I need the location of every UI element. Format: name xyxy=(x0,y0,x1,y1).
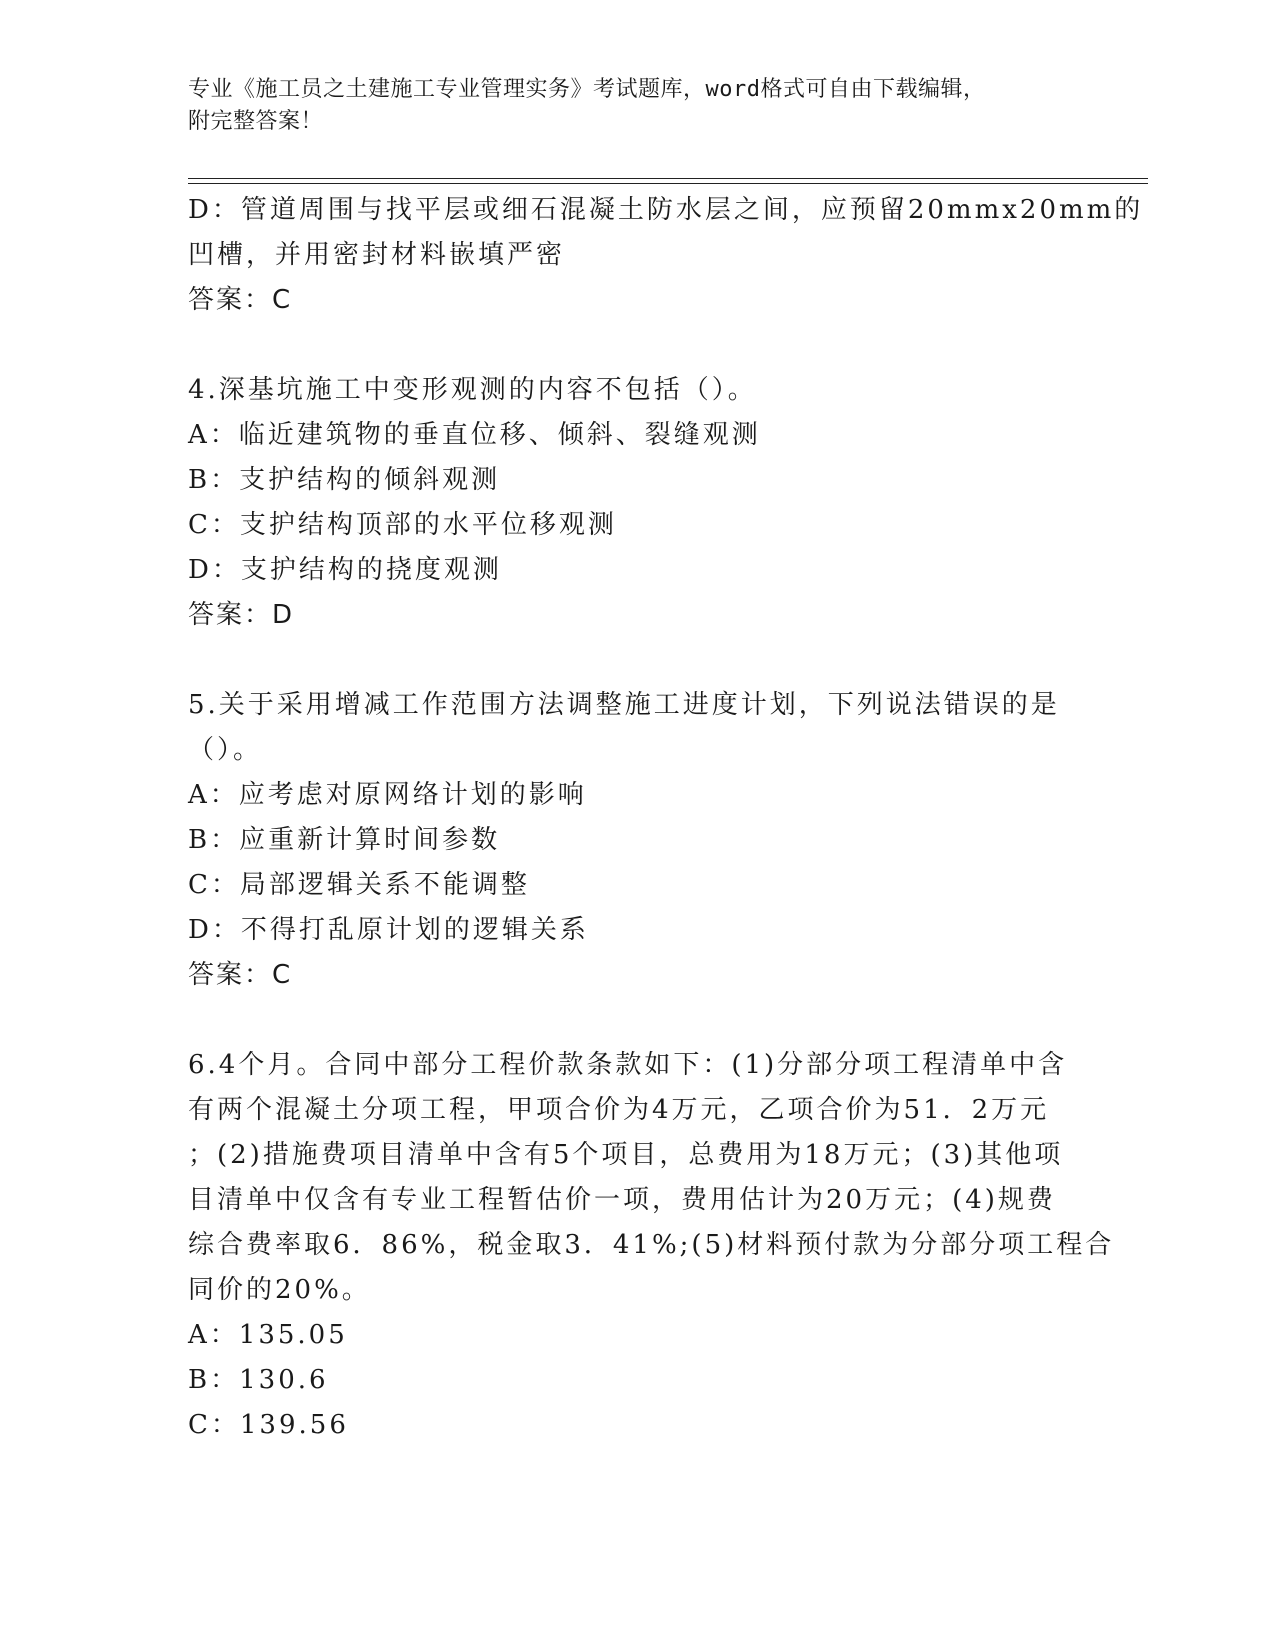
answer: 答案：D xyxy=(188,600,295,630)
question-content xyxy=(188,188,1144,1448)
spacer xyxy=(188,998,1088,1043)
question-stem-line-4: 目清单中仅含有专业工程暂估价一项，费用估计为20万元；(4)规费 xyxy=(188,1185,1056,1215)
option-d-line-1: D：管道周围与找平层或细石混凝土防水层之间，应预留20mmx20mm的 xyxy=(188,195,1144,225)
question-stem-line-1: 5.关于采用增减工作范围方法调整施工进度计划，下列说法错误的是 xyxy=(188,690,1060,720)
option-a: A：应考虑对原网络计划的影响 xyxy=(188,780,587,810)
header-line-2: 附完整答案！ xyxy=(188,109,324,134)
option-c: C：支护结构顶部的水平位移观测 xyxy=(188,510,617,540)
spacer xyxy=(188,323,1088,368)
option-b: B：130.6 xyxy=(188,1365,329,1395)
option-c: C：局部逻辑关系不能调整 xyxy=(188,870,530,900)
question-stem-line-3: ；(2)措施费项目清单中含有5个项目，总费用为18万元；(3)其他项 xyxy=(188,1140,1064,1170)
answer-q3: 答案：C xyxy=(188,285,293,315)
question-stem-line-2: （）。 xyxy=(188,735,263,765)
header-divider-bottom xyxy=(188,183,1148,184)
question-stem-line-2: 有两个混凝土分项工程，甲项合价为4万元，乙项合价为51．2万元 xyxy=(188,1095,1050,1125)
option-d: D：支护结构的挠度观测 xyxy=(188,555,502,585)
option-b: B：应重新计算时间参数 xyxy=(188,825,501,855)
option-d: D：不得打乱原计划的逻辑关系 xyxy=(188,915,589,945)
option-d-line-2: 凹槽，并用密封材料嵌填严密 xyxy=(188,240,566,270)
header-line-1: 专业《施工员之土建施工专业管理实务》考试题库，word格式可自由下载编辑， xyxy=(188,77,986,102)
question-4 xyxy=(188,368,1088,638)
question-5 xyxy=(188,683,1088,998)
answer: 答案：C xyxy=(188,960,293,990)
question-stem-line-6: 同价的20%。 xyxy=(188,1275,371,1305)
question-stem: 4.深基坑施工中变形观测的内容不包括（）。 xyxy=(188,375,757,405)
header-divider-top xyxy=(188,178,1148,179)
question-6 xyxy=(188,1043,1115,1448)
option-a: A：135.05 xyxy=(188,1320,348,1350)
option-a: A：临近建筑物的垂直位移、倾斜、裂缝观测 xyxy=(188,420,761,450)
spacer xyxy=(188,638,1088,683)
option-b: B：支护结构的倾斜观测 xyxy=(188,465,501,495)
question-stem-line-5: 综合费率取6．86%，税金取3．41%;(5)材料预付款为分部分项工程合 xyxy=(188,1230,1115,1260)
question-stem-line-1: 6.4个月。合同中部分工程价款条款如下：(1)分部分项工程清单中含 xyxy=(188,1050,1068,1080)
option-c: C：139.56 xyxy=(188,1410,349,1440)
document-header xyxy=(188,74,1068,138)
